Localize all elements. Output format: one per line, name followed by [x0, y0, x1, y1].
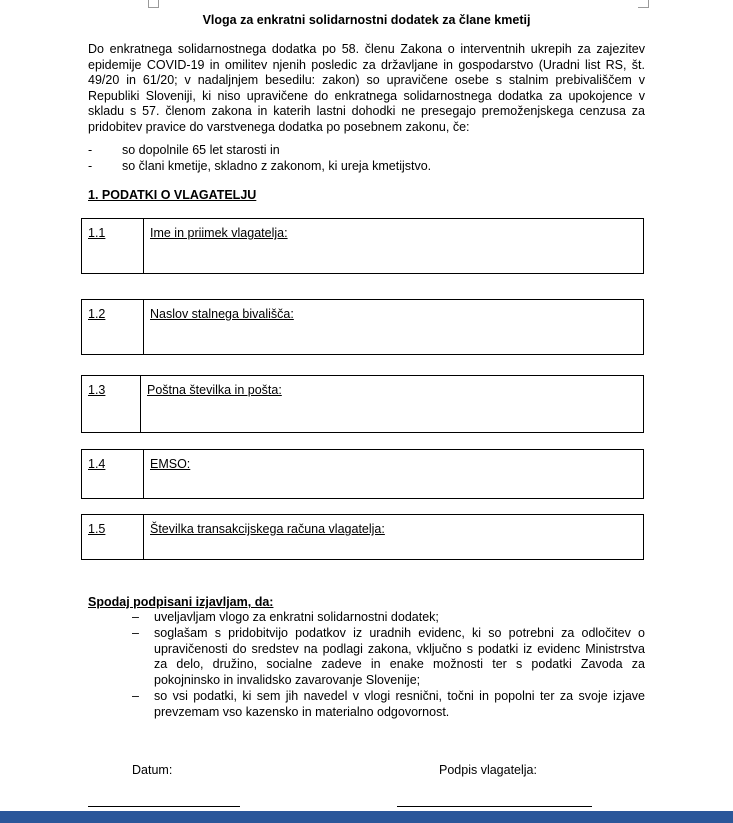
- bottom-status-bar: [0, 811, 733, 823]
- section-heading: 1. PODATKI O VLAGATELJU: [88, 188, 257, 202]
- bullet-dash: -: [88, 158, 93, 173]
- field-label[interactable]: Naslov stalnega bivališča:: [150, 307, 294, 321]
- margin-corner-mark: [638, 0, 649, 8]
- date-label: Datum:: [132, 763, 173, 777]
- list-item: [132, 610, 645, 626]
- declaration-text: soglašam s pridobitvijo podatkov iz uradnih evidenc, ki so potrebni za odločitev o upravičenosti do sredstev na podlagi zakona, vključno s podatki iz evidenc Ministrstva za delo, družino, socialne zadeve in enake možnosti ter s podatki Zavoda za pokojninsko in invalidsko zavarovanje Slovenije;: [154, 625, 645, 688]
- field-label[interactable]: Ime in priimek vlagatelja:: [150, 226, 288, 240]
- date-line[interactable]: [88, 806, 240, 807]
- declaration-text: so vsi podatki, ki sem jih navedel v vlogi resnični, točni in popolni ter za svoje izjave prevzemam vso kazensko in materialno odgovornost.: [154, 688, 645, 719]
- list-item: [88, 143, 645, 159]
- declarations-list: [132, 610, 645, 721]
- list-item: [132, 689, 645, 721]
- bullet-dash: -: [88, 143, 93, 157]
- field-number: 1.3: [82, 376, 141, 432]
- field-label[interactable]: Številka transakcijskega računa vlagatelja:: [150, 522, 385, 536]
- bullet-dash: –: [132, 610, 139, 624]
- bullet-dash: –: [132, 625, 139, 640]
- field-postal-code[interactable]: [81, 375, 644, 433]
- list-item: [88, 159, 645, 175]
- condition-text: so dopolnile 65 let starosti in: [122, 143, 280, 157]
- field-number: 1.4: [82, 450, 144, 498]
- field-number: 1.2: [82, 300, 144, 354]
- field-applicant-name[interactable]: [81, 218, 644, 274]
- field-emso[interactable]: [81, 449, 644, 499]
- bullet-dash: –: [132, 688, 139, 703]
- field-label[interactable]: EMSO:: [150, 457, 191, 471]
- signature-line[interactable]: [397, 806, 592, 807]
- signature-label: Podpis vlagatelja:: [439, 763, 537, 777]
- document-title: Vloga za enkratni solidarnostni dodatek za člane kmetij: [202, 13, 531, 27]
- field-bank-account[interactable]: [81, 514, 644, 560]
- field-number: 1.1: [82, 219, 144, 273]
- intro-paragraph: Do enkratnega solidarnostnega dodatka po 58. členu Zakona o interventnih ukrepih za zajezitev epidemije COVID-19 in omilitev njenih posledic za državljane in gospodarstvo (Uradni list RS, št. 49/20 in 61/20; v nadaljnjem besedilu: zakon) so upravičene osebe s stalnim prebivališčem v Republiki Sloveniji, ki niso upravičene do enkratnega solidarnostnega dodatka za upokojence v skladu s 57. členom zakona in katerih lastni dohodki ne presegajo premoženjskega cenzusa za pridobitev pravice do varstvenega dodatka po posebnem zakonu, če:: [88, 42, 645, 134]
- field-number: 1.5: [82, 515, 144, 559]
- margin-corner-mark: [148, 0, 159, 8]
- conditions-list: [88, 143, 645, 174]
- declaration-heading: Spodaj podpisani izjavljam, da:: [88, 595, 274, 609]
- declaration-text: uveljavljam vlogo za enkratni solidarnostni dodatek;: [154, 610, 439, 624]
- field-permanent-address[interactable]: [81, 299, 644, 355]
- field-label[interactable]: Poštna številka in pošta:: [147, 383, 282, 397]
- list-item: [132, 626, 645, 689]
- condition-text: so člani kmetije, skladno z zakonom, ki ureja kmetijstvo.: [122, 158, 432, 173]
